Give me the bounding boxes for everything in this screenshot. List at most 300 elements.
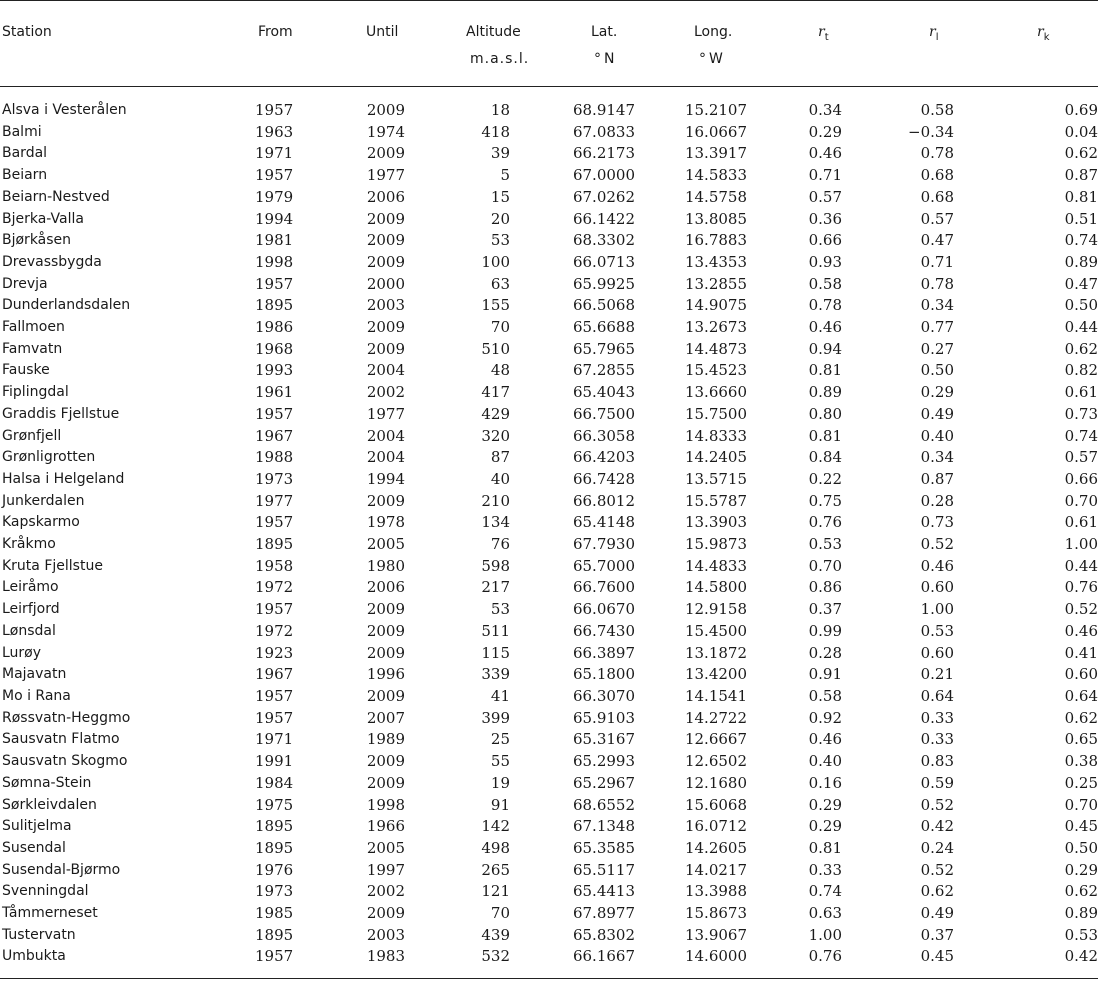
r-t-cell: 1.00 <box>808 925 842 944</box>
r-l-cell: 0.62 <box>920 882 954 901</box>
altitude-cell: 5 <box>500 166 510 185</box>
until-year-cell: 1997 <box>366 860 405 879</box>
station-name-cell: Fauske <box>2 362 50 379</box>
r-t-cell: 0.63 <box>808 904 842 923</box>
header-from: From <box>258 24 293 40</box>
longitude-cell: 16.0712 <box>684 817 747 836</box>
until-year-cell: 2009 <box>366 904 405 923</box>
longitude-cell: 15.4523 <box>684 361 747 380</box>
latitude-cell: 65.6688 <box>572 318 635 337</box>
r-k-cell: 0.61 <box>1064 513 1098 532</box>
table-row <box>0 534 1098 556</box>
r-k-cell: 0.42 <box>1064 947 1098 966</box>
from-year-cell: 1979 <box>255 187 294 206</box>
longitude-cell: 14.8333 <box>684 426 747 445</box>
from-year-cell: 1968 <box>255 339 294 358</box>
longitude-cell: 15.8673 <box>684 904 747 923</box>
until-year-cell: 1977 <box>366 404 405 423</box>
until-year-cell: 1996 <box>366 665 405 684</box>
r-l-cell: 0.58 <box>920 101 954 119</box>
header-long-unit: °W <box>699 51 726 67</box>
table-row <box>0 599 1098 621</box>
r-t-cell: 0.22 <box>808 469 842 488</box>
r-l-cell: 0.34 <box>920 296 954 315</box>
latitude-cell: 66.7600 <box>572 578 635 597</box>
table-row <box>0 903 1098 925</box>
r-k-cell: 1.00 <box>1064 535 1098 554</box>
from-year-cell: 1976 <box>255 860 294 879</box>
header-rt: $r_t$ <box>818 24 829 43</box>
table-row <box>0 274 1098 296</box>
station-name-cell: Umbukta <box>2 948 66 965</box>
r-l-cell: −0.34 <box>908 122 954 141</box>
table-row <box>0 773 1098 795</box>
table-row <box>0 881 1098 903</box>
header-lat: Lat. <box>591 24 618 40</box>
longitude-cell: 13.5715 <box>684 469 747 488</box>
r-t-cell: 0.86 <box>808 578 842 597</box>
from-year-cell: 1971 <box>255 144 294 163</box>
table-row <box>0 317 1098 339</box>
latitude-cell: 66.3058 <box>572 426 635 445</box>
until-year-cell: 1998 <box>366 795 405 814</box>
latitude-cell: 65.2993 <box>572 752 635 771</box>
latitude-cell: 66.0713 <box>572 252 635 271</box>
r-t-cell: 0.94 <box>808 339 842 358</box>
station-name-cell: Sausvatn Flatmo <box>2 731 120 748</box>
header-until: Until <box>366 24 399 40</box>
longitude-cell: 13.3917 <box>684 144 747 163</box>
from-year-cell: 1981 <box>255 231 294 250</box>
altitude-cell: 429 <box>481 404 510 423</box>
from-year-cell: 1957 <box>255 404 294 423</box>
longitude-cell: 14.4833 <box>684 556 747 575</box>
station-name-cell: Junkerdalen <box>2 492 85 509</box>
latitude-cell: 66.4203 <box>572 448 635 467</box>
altitude-cell: 18 <box>490 101 510 119</box>
table-row <box>0 729 1098 751</box>
r-l-cell: 0.87 <box>920 469 954 488</box>
station-name-cell: Lurøy <box>2 644 42 661</box>
latitude-cell: 65.9103 <box>572 708 635 727</box>
r-k-cell: 0.70 <box>1064 795 1098 814</box>
r-k-cell: 0.62 <box>1064 882 1098 901</box>
latitude-cell: 66.1667 <box>572 947 635 966</box>
r-k-cell: 0.73 <box>1064 404 1098 423</box>
until-year-cell: 1966 <box>366 817 405 836</box>
latitude-cell: 65.1800 <box>572 665 635 684</box>
r-t-cell: 0.29 <box>808 817 842 836</box>
r-t-cell: 0.28 <box>808 643 842 662</box>
r-l-cell: 0.78 <box>920 274 954 293</box>
longitude-cell: 13.6660 <box>684 383 747 402</box>
latitude-cell: 66.5068 <box>572 296 635 315</box>
from-year-cell: 1993 <box>255 361 294 380</box>
table-row <box>0 469 1098 491</box>
r-l-cell: 1.00 <box>920 600 954 619</box>
header-long: Long. <box>694 24 733 40</box>
from-year-cell: 1957 <box>255 274 294 293</box>
r-k-cell: 0.44 <box>1064 318 1098 337</box>
from-year-cell: 1895 <box>255 838 294 857</box>
station-name-cell: Kruta Fjellstue <box>2 557 103 574</box>
r-t-cell: 0.53 <box>808 535 842 554</box>
header-rk: $r_k$ <box>1037 24 1050 43</box>
until-year-cell: 2004 <box>366 361 405 380</box>
r-k-cell: 0.50 <box>1064 296 1098 315</box>
from-year-cell: 1957 <box>255 708 294 727</box>
r-l-cell: 0.59 <box>920 773 954 792</box>
until-year-cell: 2004 <box>366 448 405 467</box>
station-name-cell: Lønsdal <box>2 622 56 639</box>
latitude-cell: 65.4043 <box>572 383 635 402</box>
table-row <box>0 643 1098 665</box>
from-year-cell: 1958 <box>255 556 294 575</box>
latitude-cell: 66.1422 <box>572 209 635 228</box>
longitude-cell: 13.3988 <box>684 882 747 901</box>
table-row <box>0 491 1098 513</box>
r-l-cell: 0.50 <box>920 361 954 380</box>
r-t-cell: 0.74 <box>808 882 842 901</box>
altitude-cell: 76 <box>490 535 510 554</box>
longitude-cell: 12.6502 <box>684 752 747 771</box>
table-row <box>0 382 1098 404</box>
r-l-cell: 0.33 <box>920 730 954 749</box>
table-row <box>0 230 1098 252</box>
r-k-cell: 0.61 <box>1064 383 1098 402</box>
altitude-cell: 217 <box>481 578 510 597</box>
until-year-cell: 2009 <box>366 318 405 337</box>
altitude-cell: 20 <box>490 209 510 228</box>
table-row <box>0 122 1098 144</box>
latitude-cell: 66.3897 <box>572 643 635 662</box>
station-name-cell: Tåmmerneset <box>2 905 98 922</box>
r-k-cell: 0.45 <box>1064 817 1098 836</box>
from-year-cell: 1923 <box>255 643 294 662</box>
altitude-cell: 87 <box>490 448 510 467</box>
r-t-cell: 0.37 <box>808 600 842 619</box>
r-l-cell: 0.52 <box>920 535 954 554</box>
longitude-cell: 15.5787 <box>684 491 747 510</box>
until-year-cell: 1980 <box>366 556 405 575</box>
r-t-cell: 0.70 <box>808 556 842 575</box>
latitude-cell: 68.9147 <box>572 101 635 119</box>
latitude-cell: 65.9925 <box>572 274 635 293</box>
r-l-cell: 0.71 <box>920 252 954 271</box>
until-year-cell: 2009 <box>366 621 405 640</box>
table-row <box>0 339 1098 361</box>
altitude-cell: 19 <box>490 773 510 792</box>
longitude-cell: 13.2673 <box>684 318 747 337</box>
r-t-cell: 0.81 <box>808 838 842 857</box>
longitude-cell: 16.0667 <box>684 122 747 141</box>
longitude-cell: 14.2405 <box>684 448 747 467</box>
r-k-cell: 0.89 <box>1064 252 1098 271</box>
r-l-cell: 0.83 <box>920 752 954 771</box>
r-k-cell: 0.74 <box>1064 231 1098 250</box>
altitude-cell: 339 <box>481 665 510 684</box>
longitude-cell: 13.2855 <box>684 274 747 293</box>
r-t-cell: 0.16 <box>808 773 842 792</box>
r-l-cell: 0.46 <box>920 556 954 575</box>
altitude-cell: 115 <box>481 643 510 662</box>
altitude-cell: 511 <box>481 621 510 640</box>
station-name-cell: Tustervatn <box>2 926 76 943</box>
table-row <box>0 860 1098 882</box>
r-k-cell: 0.62 <box>1064 144 1098 163</box>
table-row <box>0 816 1098 838</box>
until-year-cell: 2009 <box>366 252 405 271</box>
latitude-cell: 65.5117 <box>572 860 635 879</box>
altitude-cell: 155 <box>481 296 510 315</box>
station-name-cell: Leirfjord <box>2 601 60 618</box>
table-row <box>0 252 1098 274</box>
station-name-cell: Sulitjelma <box>2 818 72 835</box>
until-year-cell: 2009 <box>366 339 405 358</box>
latitude-cell: 65.4148 <box>572 513 635 532</box>
until-year-cell: 2009 <box>366 773 405 792</box>
altitude-cell: 265 <box>481 860 510 879</box>
r-k-cell: 0.69 <box>1064 101 1098 119</box>
r-k-cell: 0.64 <box>1064 686 1098 705</box>
longitude-cell: 14.9075 <box>684 296 747 315</box>
longitude-cell: 14.5833 <box>684 166 747 185</box>
r-l-cell: 0.64 <box>920 686 954 705</box>
from-year-cell: 1985 <box>255 904 294 923</box>
r-k-cell: 0.52 <box>1064 600 1098 619</box>
longitude-cell: 16.7883 <box>684 231 747 250</box>
r-t-cell: 0.93 <box>808 252 842 271</box>
from-year-cell: 1972 <box>255 621 294 640</box>
altitude-cell: 498 <box>481 838 510 857</box>
from-year-cell: 1957 <box>255 101 294 119</box>
r-k-cell: 0.81 <box>1064 187 1098 206</box>
header-altitude: Altitude <box>466 24 521 40</box>
r-l-cell: 0.73 <box>920 513 954 532</box>
latitude-cell: 67.8977 <box>572 904 635 923</box>
r-t-cell: 0.78 <box>808 296 842 315</box>
latitude-cell: 68.3302 <box>572 231 635 250</box>
r-k-cell: 0.89 <box>1064 904 1098 923</box>
r-t-cell: 0.99 <box>808 621 842 640</box>
r-t-cell: 0.34 <box>808 101 842 119</box>
station-name-cell: Famvatn <box>2 340 63 357</box>
until-year-cell: 2007 <box>366 708 405 727</box>
altitude-cell: 41 <box>490 686 510 705</box>
r-k-cell: 0.82 <box>1064 361 1098 380</box>
latitude-cell: 67.0262 <box>572 187 635 206</box>
r-l-cell: 0.24 <box>920 838 954 857</box>
altitude-cell: 532 <box>481 947 510 966</box>
r-k-cell: 0.04 <box>1064 122 1098 141</box>
r-l-cell: 0.78 <box>920 144 954 163</box>
until-year-cell: 2009 <box>366 231 405 250</box>
station-name-cell: Svenningdal <box>2 883 89 900</box>
table-row <box>0 426 1098 448</box>
header-station: Station <box>2 24 52 40</box>
station-name-cell: Fallmoen <box>2 319 65 336</box>
station-name-cell: Kapskarmo <box>2 514 80 531</box>
r-l-cell: 0.49 <box>920 404 954 423</box>
longitude-cell: 14.2722 <box>684 708 747 727</box>
from-year-cell: 1967 <box>255 426 294 445</box>
longitude-cell: 15.9873 <box>684 535 747 554</box>
table-row <box>0 686 1098 708</box>
r-k-cell: 0.46 <box>1064 621 1098 640</box>
station-name-cell: Susendal-Bjørmo <box>2 861 121 878</box>
longitude-cell: 15.7500 <box>684 404 747 423</box>
until-year-cell: 1989 <box>366 730 405 749</box>
station-name-cell: Grønligrotten <box>2 449 96 466</box>
from-year-cell: 1895 <box>255 925 294 944</box>
longitude-cell: 15.4500 <box>684 621 747 640</box>
r-k-cell: 0.76 <box>1064 578 1098 597</box>
r-k-cell: 0.65 <box>1064 730 1098 749</box>
latitude-cell: 65.4413 <box>572 882 635 901</box>
r-l-cell: 0.60 <box>920 578 954 597</box>
r-k-cell: 0.44 <box>1064 556 1098 575</box>
r-t-cell: 0.84 <box>808 448 842 467</box>
longitude-cell: 14.1541 <box>684 686 747 705</box>
station-name-cell: Mo i Rana <box>2 687 71 704</box>
longitude-cell: 13.8085 <box>684 209 747 228</box>
table-row <box>0 556 1098 578</box>
from-year-cell: 1973 <box>255 469 294 488</box>
r-l-cell: 0.29 <box>920 383 954 402</box>
r-l-cell: 0.52 <box>920 860 954 879</box>
longitude-cell: 14.6000 <box>684 947 747 966</box>
r-k-cell: 0.62 <box>1064 708 1098 727</box>
header-rl: $r_l$ <box>929 24 939 43</box>
altitude-cell: 53 <box>490 600 510 619</box>
station-name-cell: Bjørkåsen <box>2 232 72 249</box>
longitude-cell: 14.5800 <box>684 578 747 597</box>
station-name-cell: Beiarn <box>2 167 48 184</box>
latitude-cell: 67.0000 <box>572 166 635 185</box>
station-name-cell: Graddis Fjellstue <box>2 405 120 422</box>
longitude-cell: 13.1872 <box>684 643 747 662</box>
latitude-cell: 68.6552 <box>572 795 635 814</box>
r-t-cell: 0.58 <box>808 686 842 705</box>
latitude-cell: 65.7965 <box>572 339 635 358</box>
longitude-cell: 13.4353 <box>684 252 747 271</box>
r-l-cell: 0.53 <box>920 621 954 640</box>
longitude-cell: 12.6667 <box>684 730 747 749</box>
from-year-cell: 1967 <box>255 665 294 684</box>
longitude-cell: 14.2605 <box>684 838 747 857</box>
station-name-cell: Fiplingdal <box>2 384 69 401</box>
from-year-cell: 1963 <box>255 122 294 141</box>
longitude-cell: 14.4873 <box>684 339 747 358</box>
station-name-cell: Drevja <box>2 275 48 292</box>
station-name-cell: Grønfjell <box>2 427 62 444</box>
r-t-cell: 0.29 <box>808 122 842 141</box>
until-year-cell: 2002 <box>366 383 405 402</box>
latitude-cell: 67.0833 <box>572 122 635 141</box>
altitude-cell: 55 <box>490 752 510 771</box>
r-k-cell: 0.41 <box>1064 643 1098 662</box>
until-year-cell: 2004 <box>366 426 405 445</box>
until-year-cell: 2009 <box>366 752 405 771</box>
table-row <box>0 838 1098 860</box>
until-year-cell: 2009 <box>366 209 405 228</box>
station-name-cell: Halsa i Helgeland <box>2 470 125 487</box>
from-year-cell: 1988 <box>255 448 294 467</box>
r-t-cell: 0.92 <box>808 708 842 727</box>
table-row <box>0 295 1098 317</box>
station-name-cell: Dunderlandsdalen <box>2 297 131 314</box>
table-row <box>0 708 1098 730</box>
table-row <box>0 100 1098 122</box>
latitude-cell: 65.8302 <box>572 925 635 944</box>
table-row <box>0 512 1098 534</box>
station-name-cell: Balmi <box>2 123 42 140</box>
station-name-cell: Kråkmo <box>2 536 56 553</box>
altitude-cell: 142 <box>481 817 510 836</box>
r-l-cell: 0.42 <box>920 817 954 836</box>
from-year-cell: 1977 <box>255 491 294 510</box>
altitude-cell: 63 <box>490 274 510 293</box>
from-year-cell: 1957 <box>255 600 294 619</box>
altitude-cell: 70 <box>490 318 510 337</box>
station-table <box>0 100 1098 968</box>
r-l-cell: 0.52 <box>920 795 954 814</box>
until-year-cell: 2009 <box>366 686 405 705</box>
r-k-cell: 0.50 <box>1064 838 1098 857</box>
from-year-cell: 1957 <box>255 166 294 185</box>
r-t-cell: 0.46 <box>808 318 842 337</box>
station-name-cell: Beiarn-Nestved <box>2 188 110 205</box>
station-table-body <box>0 100 1098 968</box>
r-k-cell: 0.74 <box>1064 426 1098 445</box>
altitude-cell: 598 <box>481 556 510 575</box>
station-name-cell: Majavatn <box>2 666 67 683</box>
station-name-cell: Leiråmo <box>2 579 59 596</box>
until-year-cell: 2005 <box>366 838 405 857</box>
longitude-cell: 12.9158 <box>684 600 747 619</box>
until-year-cell: 1974 <box>366 122 405 141</box>
r-t-cell: 0.36 <box>808 209 842 228</box>
station-name-cell: Sørkleivdalen <box>2 796 97 813</box>
table-row <box>0 209 1098 231</box>
table-row <box>0 447 1098 469</box>
altitude-cell: 70 <box>490 904 510 923</box>
table-row <box>0 664 1098 686</box>
r-k-cell: 0.29 <box>1064 860 1098 879</box>
header-lat-unit: °N <box>594 51 618 67</box>
until-year-cell: 2003 <box>366 296 405 315</box>
r-l-cell: 0.49 <box>920 904 954 923</box>
r-l-cell: 0.34 <box>920 448 954 467</box>
r-t-cell: 0.71 <box>808 166 842 185</box>
station-name-cell: Bjerka-Valla <box>2 210 84 227</box>
longitude-cell: 15.2107 <box>684 101 747 119</box>
altitude-cell: 15 <box>490 187 510 206</box>
from-year-cell: 1973 <box>255 882 294 901</box>
r-l-cell: 0.68 <box>920 166 954 185</box>
altitude-cell: 134 <box>481 513 510 532</box>
r-t-cell: 0.46 <box>808 144 842 163</box>
table-row <box>0 143 1098 165</box>
from-year-cell: 1998 <box>255 252 294 271</box>
r-t-cell: 0.57 <box>808 187 842 206</box>
r-t-cell: 0.75 <box>808 491 842 510</box>
from-year-cell: 1986 <box>255 318 294 337</box>
top-rule <box>0 0 1098 1</box>
altitude-cell: 91 <box>490 795 510 814</box>
from-year-cell: 1975 <box>255 795 294 814</box>
table-row <box>0 360 1098 382</box>
